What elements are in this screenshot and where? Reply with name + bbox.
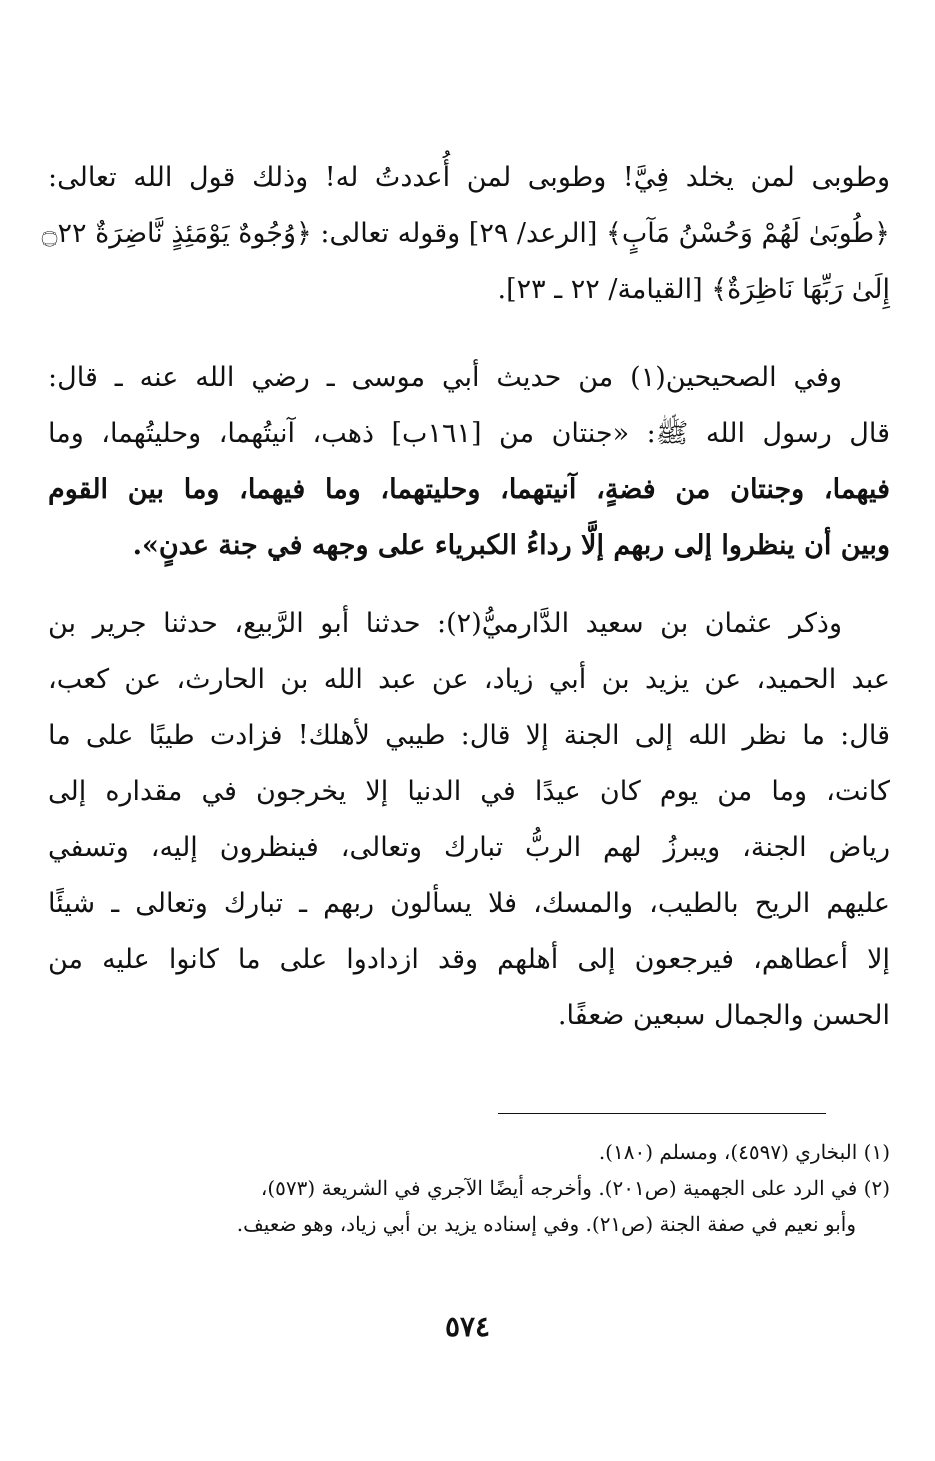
text-line: رياض الجنة، ويبرزُ لهم الربُّ تبارك وتعالى، فينظرون إليه، وتسفي bbox=[48, 832, 890, 863]
page-number: ٥٧٤ bbox=[444, 1310, 491, 1343]
text-line: وفي الصحيحين(١) من حديث أبي موسى ـ رضي الله عنه ـ قال: bbox=[48, 362, 842, 393]
text-line: عبد الحميد، عن يزيد بن أبي زياد، عن عبد الله بن الحارث، عن كعب، bbox=[48, 664, 890, 695]
text-line: وذكر عثمان بن سعيد الدَّارميُّ(٢): حدثنا أبو الرَّبيع، حدثنا جرير بن bbox=[48, 608, 842, 639]
text-line: ﴿طُوبَىٰ لَهُمْ وَحُسْنُ مَآبٍ﴾ [الرعد/ ٢٩] وقوله تعالى: ﴿وُجُوهٌ يَوْمَئِذٍ نَّاضِرَةٌ ۝٢٢ bbox=[41, 218, 890, 249]
text-line: كانت، وما من يوم كان عيدًا في الدنيا إلا يخرجون في مقداره إلى bbox=[48, 776, 890, 807]
footnote-2-continuation: وأبو نعيم في صفة الجنة (ص٢١). وفي إسناده يزيد بن أبي زياد، وهو ضعيف. bbox=[236, 1212, 856, 1236]
text-line: فيهما، وجنتان من فضةٍ، آنيتهما، وحليتهما، وما فيهما، وما بين القوم bbox=[48, 474, 890, 505]
text-line: إِلَىٰ رَبِّهَا نَاظِرَةٌ﴾ [القيامة/ ٢٢ ـ ٢٣]. bbox=[497, 274, 890, 305]
text-line: قال رسول الله ﷺ: «جنتان من [١٦١ب] ذهب، آنيتُهما، وحليتُهما، وما bbox=[48, 418, 891, 449]
footnote-1: (١) البخاري (٤٥٩٧)، ومسلم (١٨٠). bbox=[598, 1140, 890, 1164]
paragraph-hadith-abu-musa bbox=[48, 350, 890, 574]
footnote-2: (٢) في الرد على الجهمية (ص٢٠١). وأخرجه أيضًا الآجري في الشريعة (٥٧٣)، bbox=[260, 1176, 890, 1200]
footnotes bbox=[48, 1134, 890, 1242]
text-line: إلا أعطاهم، فيرجعون إلى أهلهم وقد ازدادوا على ما كانوا عليه من bbox=[48, 944, 890, 975]
footnote-separator bbox=[498, 1113, 826, 1114]
text-line: وطوبى لمن يخلد فِيَّ! وطوبى لمن أُعددتُ له! وذلك قول الله تعالى: bbox=[48, 162, 890, 193]
text-line: الحسن والجمال سبعين ضعفًا. bbox=[557, 1000, 890, 1031]
paragraph-darimi-report bbox=[48, 596, 890, 1044]
text-line: عليهم الريح بالطيب، والمسك، فلا يسألون ربهم ـ تبارك وتعالى ـ شيئًا bbox=[48, 888, 890, 919]
text-line: وبين أن ينظروا إلى ربهم إلَّا رداءُ الكبرياء على وجهه في جنة عدنٍ». bbox=[132, 530, 890, 561]
text-line: قال: ما نظر الله إلى الجنة إلا قال: طيبي لأهلك! فزادت طيبًا على ما bbox=[48, 720, 890, 751]
paragraph-quran-verses bbox=[41, 150, 890, 318]
